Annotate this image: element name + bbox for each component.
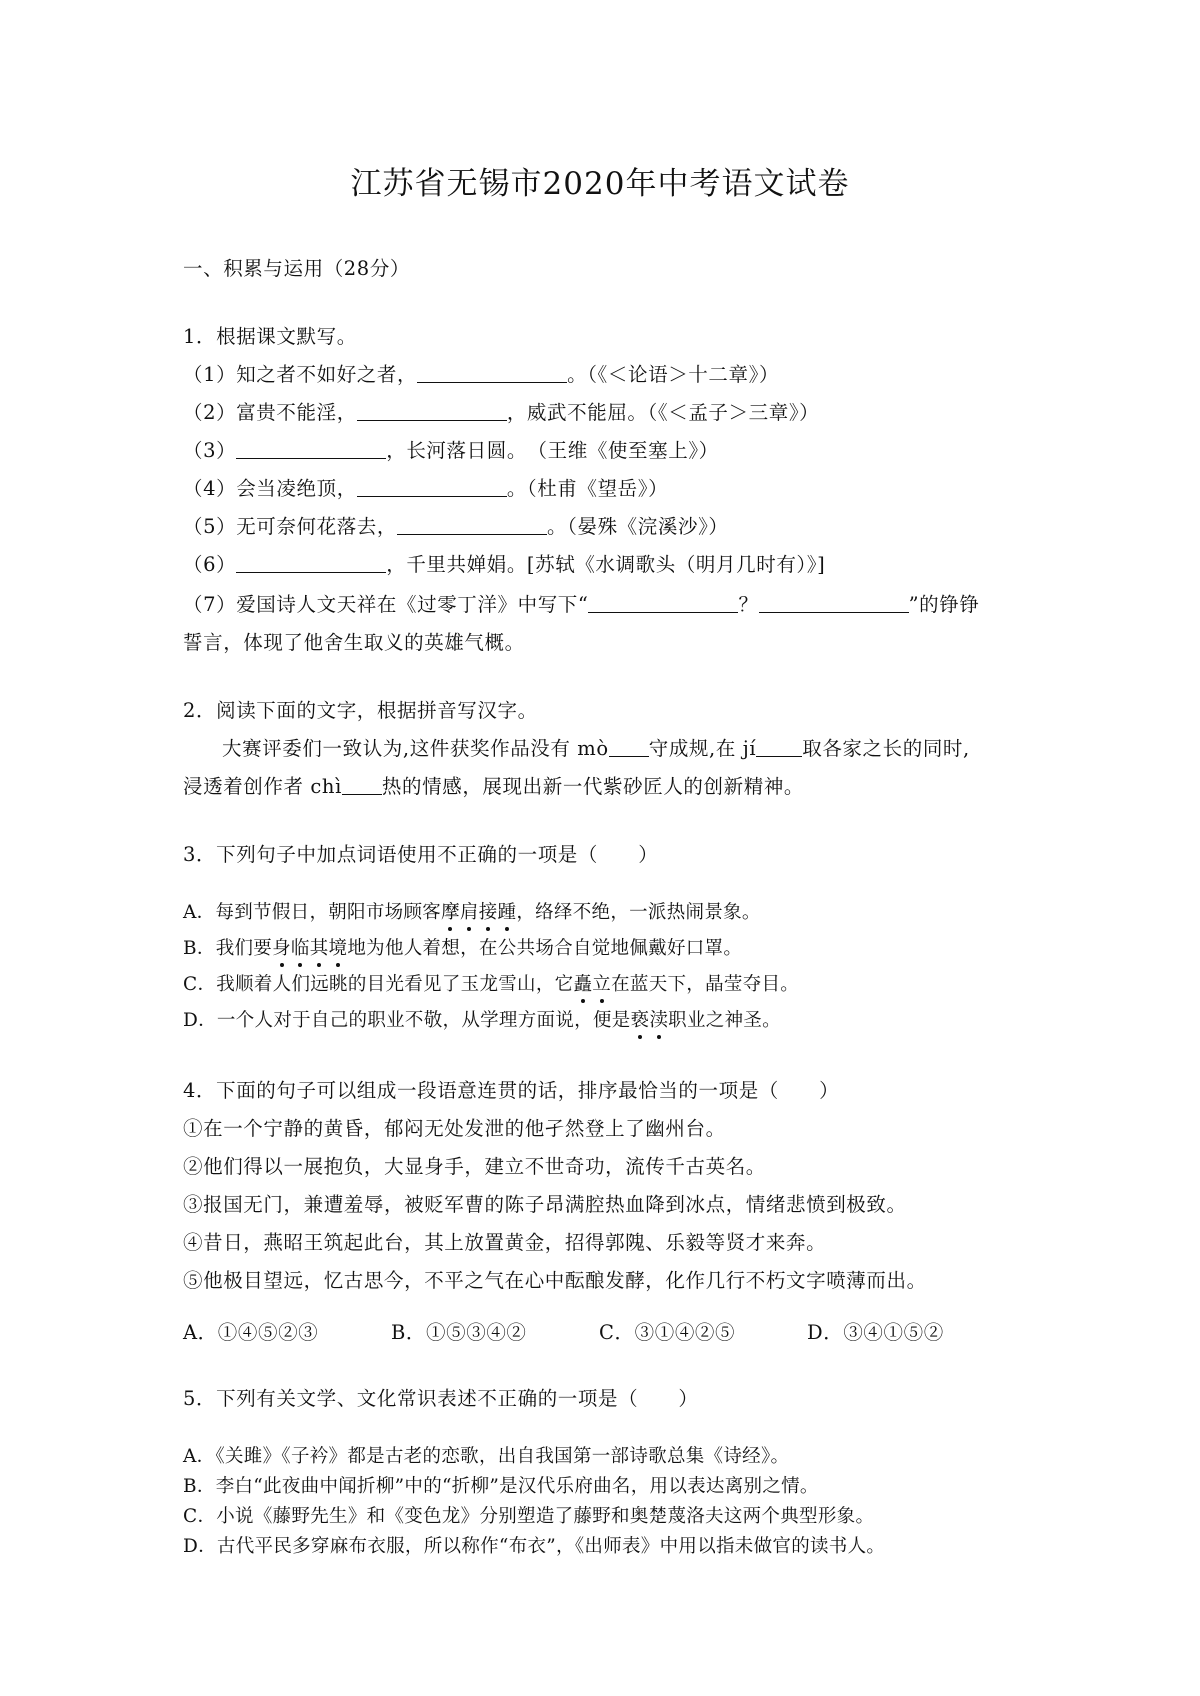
- q1-item-1: [183, 362, 779, 388]
- emphasis-char: 境: [329, 936, 348, 962]
- emphasis-char: 矗: [573, 972, 592, 998]
- answer-blank[interactable]: [759, 592, 909, 613]
- q4-sentence-5: ⑤他极目望远，忆古思今，不平之气在心中酝酿发酵，化作几行不朽文字喷薄而出。: [183, 1269, 927, 1292]
- q1-item-6-pre: （6）: [183, 553, 237, 576]
- emphasis-char: 临: [291, 936, 310, 962]
- q1-item-5-post: 。（晏殊《浣溪沙》）: [547, 515, 729, 538]
- q4-option-b[interactable]: B．①⑤③④②: [391, 1321, 527, 1344]
- answer-blank[interactable]: [397, 514, 547, 535]
- emphasis-char: 踵: [498, 900, 517, 926]
- q1-item-7-post: ”的铮铮: [908, 593, 980, 616]
- q2-paragraph-line2: [183, 774, 804, 800]
- q2-text-e: 热的情感，展现出新一代紫砂匠人的创新精神。: [381, 775, 805, 798]
- q1-item-2: [183, 400, 819, 426]
- q1-item-7-line2: 誓言，体现了他舍生取义的英雄气概。: [183, 631, 525, 654]
- q4-option-c[interactable]: C．③①④②⑤: [599, 1321, 736, 1344]
- q2-text-b: 守成规,在 jí: [648, 737, 757, 760]
- q5-stem: 5．下列有关文学、文化常识表述不正确的一项是（ ）: [183, 1387, 699, 1410]
- q3-option-d[interactable]: [183, 1008, 781, 1034]
- q1-stem: 1．根据课文默写。: [183, 325, 357, 348]
- q1-item-1-post: 。（《＜论语＞十二章》）: [567, 363, 780, 386]
- emphasis-char: 立: [592, 972, 611, 998]
- q2-stem: 2．阅读下面的文字，根据拼音写汉字。: [183, 699, 538, 722]
- q1-item-4-post: 。（杜甫《望岳》）: [506, 477, 669, 500]
- option-text: D．一个人对于自己的职业不敬，从学理方面说，便是: [183, 1010, 631, 1031]
- q3-option-a[interactable]: [183, 900, 761, 926]
- q1-item-2-pre: （2）富贵不能淫，: [183, 401, 357, 424]
- answer-blank[interactable]: [236, 438, 386, 459]
- option-text: 在蓝天下，晶莹夺目。: [611, 974, 800, 995]
- dotted-word: [631, 1010, 669, 1031]
- emphasis-char: 亵: [631, 1008, 650, 1034]
- answer-blank[interactable]: [588, 592, 738, 613]
- q1-item-3: [183, 438, 719, 464]
- q5-option-b[interactable]: B．李白“此夜曲中闻折柳”中的“折柳”是汉代乐府曲名，用以表达离别之情。: [183, 1476, 819, 1497]
- q2-text-a: 大赛评委们一致认为,这件获奖作品没有 mò: [222, 737, 609, 760]
- answer-blank[interactable]: [417, 362, 567, 383]
- q4-option-a[interactable]: A．①④⑤②③: [183, 1321, 319, 1344]
- q1-item-7-mid: ？: [738, 593, 759, 616]
- pinyin-blank[interactable]: [342, 774, 382, 795]
- q5-option-c[interactable]: C．小说《藤野先生》和《变色龙》分别塑造了藤野和奥楚蔑洛夫这两个典型形象。: [183, 1506, 875, 1527]
- answer-blank[interactable]: [236, 552, 386, 573]
- q3-stem: 3．下列句子中加点词语使用不正确的一项是（ ）: [183, 843, 659, 866]
- q1-item-3-post: ，长河落日圆。 （王维《使至塞上》）: [386, 439, 719, 462]
- emphasis-char: 肩: [460, 900, 479, 926]
- q2-text-c: 取各家之长的同时,: [802, 737, 970, 760]
- q4-options: [183, 1320, 944, 1346]
- q2-paragraph-line1: [222, 736, 970, 762]
- pinyin-blank[interactable]: [609, 736, 649, 757]
- page-title: 江苏省无锡市2020年中考语文试卷: [350, 166, 850, 202]
- q1-item-5: [183, 514, 729, 540]
- emphasis-char: 身: [272, 936, 291, 962]
- option-text: B．我们要: [183, 938, 273, 959]
- emphasis-char: 渎: [649, 1008, 668, 1034]
- q4-sentence-1: ①在一个宁静的黄昏，郁闷无处发泄的他孑然登上了幽州台。: [183, 1117, 726, 1140]
- q2-text-d: 浸透着创作者 chì: [183, 775, 342, 798]
- emphasis-char: 其: [310, 936, 329, 962]
- q4-option-d[interactable]: D．③④①⑤②: [807, 1321, 944, 1344]
- emphasis-char: 摩: [441, 900, 460, 926]
- q1-item-4-pre: （4）会当凌绝顶，: [183, 477, 357, 500]
- q3-option-c[interactable]: [183, 972, 799, 998]
- option-text: ，络绎不绝，一派热闹景象。: [516, 902, 761, 923]
- q5-option-d[interactable]: D．古代平民多穿麻布衣服，所以称作“布衣”，《出师表》中用以指未做官的读书人。: [183, 1536, 886, 1557]
- q1-item-1-pre: （1）知之者不如好之者，: [183, 363, 418, 386]
- q1-item-6: [183, 552, 825, 578]
- q1-item-2-post: ，威武不能屈。（《＜孟子＞三章》）: [506, 401, 820, 424]
- dotted-word: [573, 974, 611, 995]
- q1-item-4: [183, 476, 668, 502]
- q4-sentence-4: ④昔日，燕昭王筑起此台，其上放置黄金，招得郭隗、乐毅等贤才来奔。: [183, 1231, 827, 1254]
- q1-item-6-post: ，千里共婵娟。[苏轼《水调歌头（明月几时有）》]: [386, 553, 826, 576]
- q4-sentence-3: ③报国无门，兼遭羞辱，被贬军曹的陈子昂满腔热血降到冰点，情绪悲愤到极致。: [183, 1193, 907, 1216]
- dotted-word: [272, 938, 347, 959]
- answer-blank[interactable]: [357, 400, 507, 421]
- q4-stem: 4．下面的句子可以组成一段语意连贯的话，排序最恰当的一项是（ ）: [183, 1079, 840, 1102]
- option-text: 职业之神圣。: [668, 1010, 781, 1031]
- pinyin-blank[interactable]: [756, 736, 802, 757]
- option-text: 地为他人着想，在公共场合自觉地佩戴好口罩。: [347, 938, 743, 959]
- dotted-word: [441, 902, 516, 923]
- emphasis-char: 接: [479, 900, 498, 926]
- q1-item-7-pre: （7）爱国诗人文天祥在《过零丁洋》中写下“: [183, 593, 589, 616]
- section-heading: 一、积累与运用（28分）: [183, 257, 411, 280]
- q1-item-5-pre: （5）无可奈何花落去，: [183, 515, 398, 538]
- q5-option-a[interactable]: A．《关雎》《子衿》都是古老的恋歌，出自我国第一部诗歌总集《诗经》。: [183, 1446, 790, 1467]
- q4-sentence-2: ②他们得以一展抱负，大显身手，建立不世奇功，流传千古英名。: [183, 1155, 766, 1178]
- answer-blank[interactable]: [357, 476, 507, 497]
- option-text: C．我顺着人们远眺的目光看见了玉龙雪山，它: [183, 974, 574, 995]
- option-text: A．每到节假日，朝阳市场顾客: [183, 902, 442, 923]
- q1-item-3-pre: （3）: [183, 439, 237, 462]
- q1-item-7: [183, 592, 979, 618]
- q3-option-b[interactable]: [183, 936, 742, 962]
